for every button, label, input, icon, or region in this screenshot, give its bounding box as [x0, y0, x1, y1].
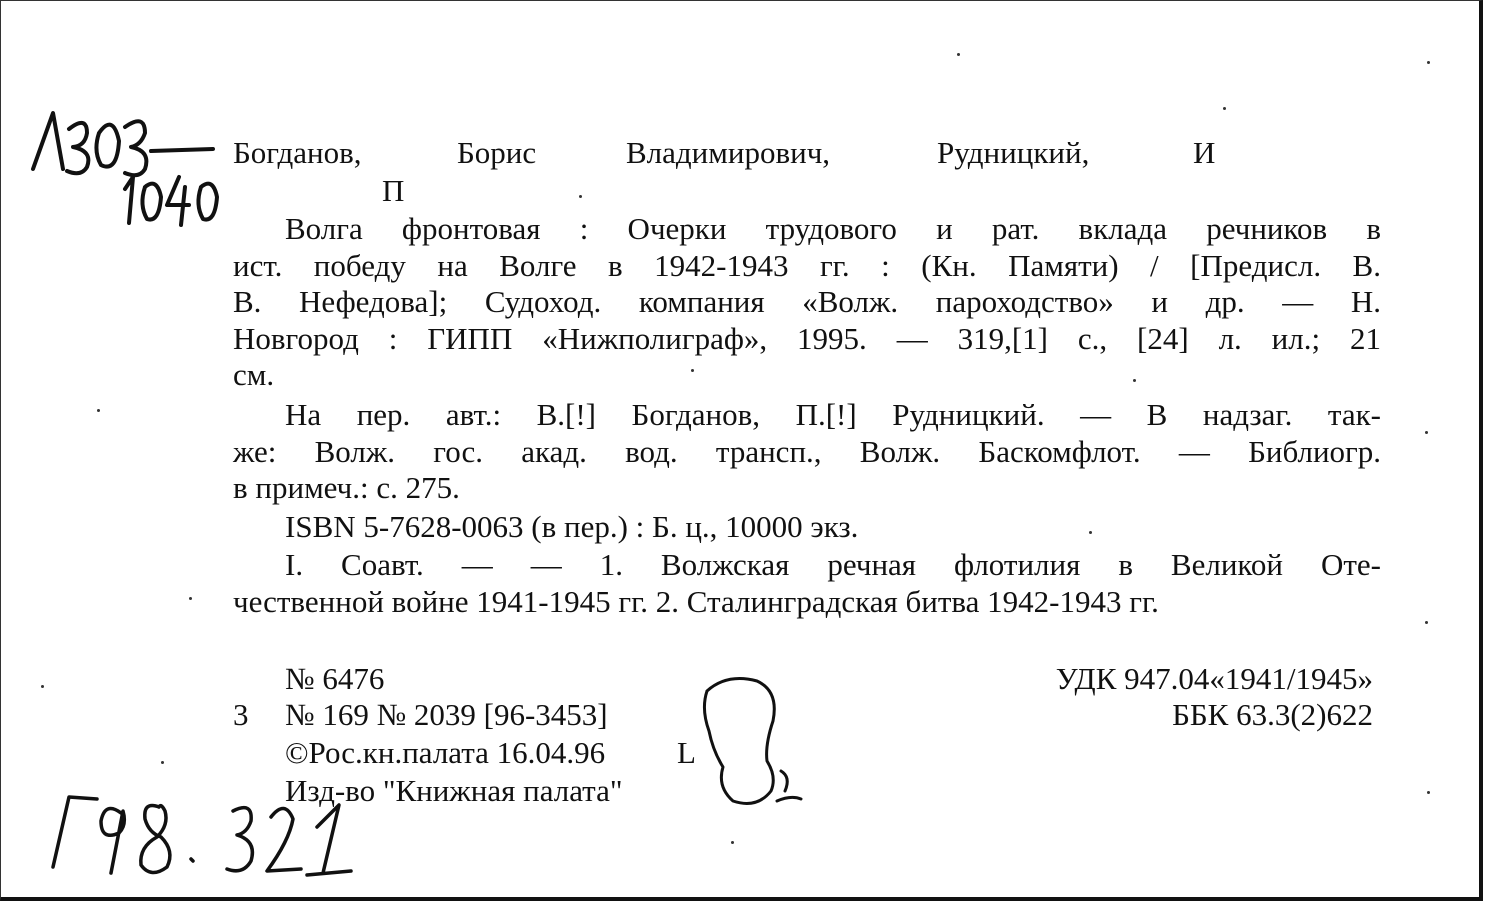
heading-line2: П [382, 173, 405, 208]
scan-speck [691, 369, 694, 372]
entry-line: В. Нефедова]; Судоход. компания «Волж. пароходство» и др. — Н. [233, 284, 1381, 319]
heading-coauthor: Рудницкий, [937, 135, 1090, 170]
scan-speck [41, 685, 44, 688]
entry-line: см. [233, 357, 275, 392]
footer-line4: Изд-во "Книжная палата" [285, 773, 623, 808]
handwritten-call-number-bottom [1, 1, 401, 905]
scan-speck [1427, 791, 1430, 794]
footer-line3: ©Рос.кн.палата 16.04.96 [285, 735, 606, 770]
footer-line3-tail: L [677, 735, 696, 770]
subject-line: I. Соавт. — — 1. Волжская речная флотилия в Великой Оте- [285, 547, 1381, 582]
scan-speck [1133, 379, 1136, 382]
subject-line: чественной войне 1941-1945 гг. 2. Сталинградская битва 1942-1943 гг. [233, 583, 1159, 619]
scan-speck [957, 53, 960, 56]
note-line: в примеч.: с. 275. [233, 470, 460, 505]
isbn-line: ISBN 5-7628-0063 (в пер.) : Б. ц., 10000 экз. [285, 509, 859, 544]
scan-speck [1089, 531, 1092, 534]
scan-speck [1427, 61, 1430, 64]
card-number: № 6476 [285, 661, 385, 696]
scan-speck [731, 841, 734, 844]
scan-speck [1223, 107, 1226, 110]
scan-speck [579, 195, 582, 198]
entry-line: ист. победу на Волге в 1942-1943 гг. : (Кн. Памяти) / [Предисл. В. [233, 247, 1381, 283]
footer-prefix: 3 [233, 697, 249, 732]
footer-line2: № 169 № 2039 [96-3453] [285, 697, 608, 732]
bbk-code: ББК 63.3(2)622 [1172, 697, 1373, 732]
scan-speck [161, 761, 164, 764]
heading-first-name: Борис [457, 135, 537, 170]
heading-surname: Богданов, [233, 135, 362, 170]
entry-line: Новгород : ГИПП «Нижполиграф», 1995. — 319,[1] с., [24] л. ил.; 21 [233, 320, 1381, 356]
scan-speck [1425, 621, 1428, 624]
note-line: же: Волж. гос. акад. вод. трансп., Волж. Баскомфлот. — Библиогр. [233, 433, 1381, 469]
scan-speck [189, 597, 192, 600]
heading-patronymic: Владимирович, [626, 135, 831, 170]
scan-speck [1425, 431, 1428, 434]
udk-code: УДК 947.04«1941/1945» [1055, 661, 1373, 696]
note-line: На пер. авт.: В.[!] Богданов, П.[!] Рудницкий. — В надзаг. так- [285, 397, 1381, 432]
entry-line: Волга фронтовая : Очерки трудового и рат. вклада речников в [285, 211, 1381, 246]
scan-speck [97, 409, 100, 412]
heading-initial: И [1193, 135, 1216, 170]
